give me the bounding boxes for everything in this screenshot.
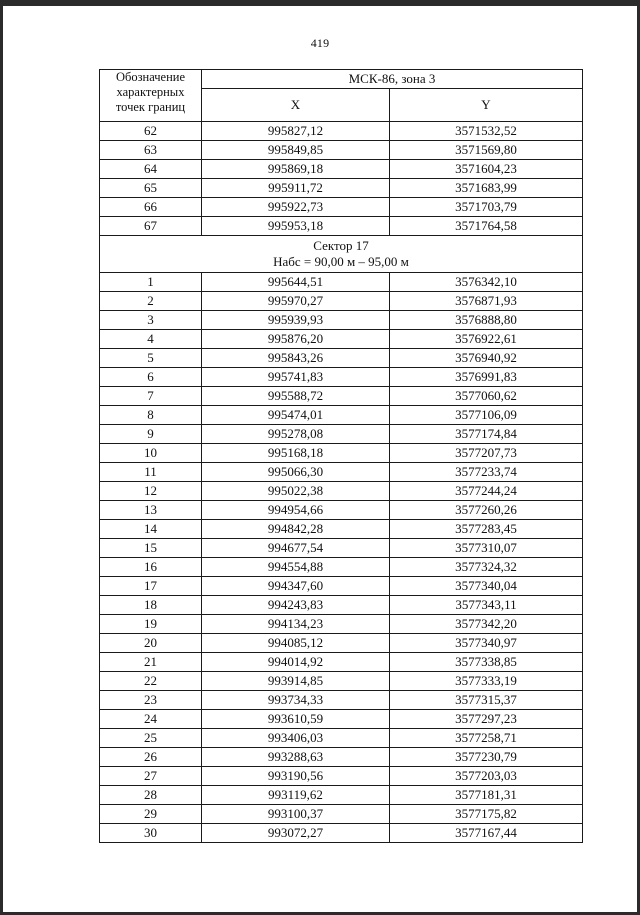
- point-number-cell: 21: [100, 653, 202, 672]
- x-coordinate-cell: 993072,27: [202, 824, 390, 843]
- y-coordinate-cell: 3577244,24: [390, 482, 583, 501]
- table-row: [100, 729, 583, 748]
- y-coordinate-cell: 3577233,74: [390, 463, 583, 482]
- x-coordinate-cell: 994243,83: [202, 596, 390, 615]
- page-number: 419: [310, 36, 330, 50]
- table-row: [100, 311, 583, 330]
- table-row: [100, 406, 583, 425]
- point-number-cell: 66: [100, 198, 202, 217]
- x-coordinate-cell: 993119,62: [202, 786, 390, 805]
- x-coordinate-cell: 994554,88: [202, 558, 390, 577]
- table-row: [100, 520, 583, 539]
- y-coordinate-cell: 3577106,09: [390, 406, 583, 425]
- table-row: [100, 596, 583, 615]
- table-row: [100, 122, 583, 141]
- y-coordinate-cell: 3571703,79: [390, 198, 583, 217]
- table-row: [100, 292, 583, 311]
- point-number-cell: 3: [100, 311, 202, 330]
- x-coordinate-cell: 994954,66: [202, 501, 390, 520]
- scan-border-left: [0, 0, 3, 915]
- point-number-cell: 6: [100, 368, 202, 387]
- y-coordinate-cell: 3577333,19: [390, 672, 583, 691]
- x-coordinate-cell: 995922,73: [202, 198, 390, 217]
- coordinate-system-header: МСК-86, зона 3: [202, 70, 583, 89]
- table-row: [100, 482, 583, 501]
- x-coordinate-cell: 995869,18: [202, 160, 390, 179]
- point-label-line: Обозначение: [115, 70, 186, 84]
- y-coordinate-cell: 3577315,37: [390, 691, 583, 710]
- point-number-cell: 25: [100, 729, 202, 748]
- table-row: [100, 558, 583, 577]
- x-coordinate-cell: 995953,18: [202, 217, 390, 236]
- point-number-cell: 12: [100, 482, 202, 501]
- x-coordinate-cell: 994677,54: [202, 539, 390, 558]
- sector-title: Сектор 17: [313, 238, 369, 253]
- point-number-cell: 24: [100, 710, 202, 729]
- y-coordinate-cell: 3577207,73: [390, 444, 583, 463]
- x-coordinate-cell: 994347,60: [202, 577, 390, 596]
- point-number-cell: 27: [100, 767, 202, 786]
- table-row: [100, 748, 583, 767]
- table-row: [100, 463, 583, 482]
- point-number-cell: 20: [100, 634, 202, 653]
- point-number-cell: 9: [100, 425, 202, 444]
- point-number-cell: 26: [100, 748, 202, 767]
- table-row: [100, 160, 583, 179]
- y-coordinate-cell: 3576991,83: [390, 368, 583, 387]
- table-row: [100, 634, 583, 653]
- table-row: [100, 824, 583, 843]
- point-number-cell: 28: [100, 786, 202, 805]
- y-coordinate-cell: 3576922,61: [390, 330, 583, 349]
- point-number-cell: 17: [100, 577, 202, 596]
- point-number-cell: 8: [100, 406, 202, 425]
- y-coordinate-cell: 3577174,84: [390, 425, 583, 444]
- point-number-cell: 4: [100, 330, 202, 349]
- x-coordinate-cell: 995741,83: [202, 368, 390, 387]
- table-row: [100, 349, 583, 368]
- point-number-cell: 11: [100, 463, 202, 482]
- x-coordinate-cell: 993610,59: [202, 710, 390, 729]
- x-coordinate-cell: 993734,33: [202, 691, 390, 710]
- x-coordinate-cell: 994085,12: [202, 634, 390, 653]
- y-coordinate-cell: 3577340,97: [390, 634, 583, 653]
- coordinates-table: [99, 69, 583, 843]
- table-row: [100, 805, 583, 824]
- sector-row: [100, 236, 583, 273]
- point-label-line: точек границ: [115, 100, 186, 114]
- point-number-cell: 13: [100, 501, 202, 520]
- point-number-cell: 10: [100, 444, 202, 463]
- table-row: [100, 179, 583, 198]
- table-row: [100, 710, 583, 729]
- table-row: [100, 615, 583, 634]
- point-number-cell: 23: [100, 691, 202, 710]
- y-coordinate-cell: 3571569,80: [390, 141, 583, 160]
- table-row: [100, 539, 583, 558]
- x-coordinate-cell: 993190,56: [202, 767, 390, 786]
- x-coordinate-cell: 995939,93: [202, 311, 390, 330]
- scan-border-top: [0, 0, 640, 6]
- sector-height-range: Набс = 90,00 м – 95,00 м: [273, 254, 409, 269]
- y-coordinate-cell: 3577343,11: [390, 596, 583, 615]
- point-number-cell: 62: [100, 122, 202, 141]
- y-coordinate-cell: 3577324,32: [390, 558, 583, 577]
- y-coordinate-cell: 3576871,93: [390, 292, 583, 311]
- y-coordinate-cell: 3577338,85: [390, 653, 583, 672]
- y-coordinate-cell: 3577181,31: [390, 786, 583, 805]
- table-row: [100, 198, 583, 217]
- x-coordinate-cell: 995827,12: [202, 122, 390, 141]
- y-coordinate-cell: 3577310,07: [390, 539, 583, 558]
- point-label-line: характерных: [116, 85, 185, 99]
- y-coordinate-cell: 3577297,23: [390, 710, 583, 729]
- table-row: [100, 368, 583, 387]
- x-column-header: X: [202, 89, 390, 122]
- table-row: [100, 653, 583, 672]
- point-number-cell: 64: [100, 160, 202, 179]
- x-coordinate-cell: 995876,20: [202, 330, 390, 349]
- table-row: [100, 691, 583, 710]
- x-coordinate-cell: 994014,92: [202, 653, 390, 672]
- point-number-cell: 16: [100, 558, 202, 577]
- x-coordinate-cell: 995474,01: [202, 406, 390, 425]
- table-row: [100, 577, 583, 596]
- table-row: [100, 273, 583, 292]
- y-coordinate-cell: 3577060,62: [390, 387, 583, 406]
- point-number-cell: 1: [100, 273, 202, 292]
- table-row: [100, 387, 583, 406]
- table-row: [100, 444, 583, 463]
- y-coordinate-cell: 3577167,44: [390, 824, 583, 843]
- x-coordinate-cell: 993288,63: [202, 748, 390, 767]
- x-coordinate-cell: 995588,72: [202, 387, 390, 406]
- point-label-header: [100, 70, 202, 122]
- point-number-cell: 29: [100, 805, 202, 824]
- y-coordinate-cell: 3576342,10: [390, 273, 583, 292]
- y-coordinate-cell: 3571604,23: [390, 160, 583, 179]
- point-number-cell: 67: [100, 217, 202, 236]
- y-coordinate-cell: 3577260,26: [390, 501, 583, 520]
- x-coordinate-cell: 995278,08: [202, 425, 390, 444]
- x-coordinate-cell: 993914,85: [202, 672, 390, 691]
- y-coordinate-cell: 3577175,82: [390, 805, 583, 824]
- table-header-row: [100, 70, 583, 89]
- y-coordinate-cell: 3576940,92: [390, 349, 583, 368]
- point-number-cell: 2: [100, 292, 202, 311]
- y-coordinate-cell: 3571764,58: [390, 217, 583, 236]
- x-coordinate-cell: 994842,28: [202, 520, 390, 539]
- x-coordinate-cell: 995843,26: [202, 349, 390, 368]
- x-coordinate-cell: 995168,18: [202, 444, 390, 463]
- point-number-cell: 5: [100, 349, 202, 368]
- x-coordinate-cell: 995911,72: [202, 179, 390, 198]
- table-row: [100, 786, 583, 805]
- table-row: [100, 330, 583, 349]
- table-row: [100, 425, 583, 444]
- point-number-cell: 19: [100, 615, 202, 634]
- x-coordinate-cell: 995066,30: [202, 463, 390, 482]
- point-number-cell: 65: [100, 179, 202, 198]
- y-coordinate-cell: 3577342,20: [390, 615, 583, 634]
- sector-header-cell: [100, 236, 583, 273]
- point-number-cell: 22: [100, 672, 202, 691]
- y-coordinate-cell: 3571683,99: [390, 179, 583, 198]
- table-row: [100, 217, 583, 236]
- point-number-cell: 15: [100, 539, 202, 558]
- y-coordinate-cell: 3577283,45: [390, 520, 583, 539]
- x-coordinate-cell: 994134,23: [202, 615, 390, 634]
- y-column-header: Y: [390, 89, 583, 122]
- point-number-cell: 7: [100, 387, 202, 406]
- x-coordinate-cell: 995849,85: [202, 141, 390, 160]
- x-coordinate-cell: 993100,37: [202, 805, 390, 824]
- x-coordinate-cell: 995022,38: [202, 482, 390, 501]
- table-row: [100, 767, 583, 786]
- x-coordinate-cell: 995970,27: [202, 292, 390, 311]
- table-row: [100, 141, 583, 160]
- y-coordinate-cell: 3577230,79: [390, 748, 583, 767]
- table-row: [100, 501, 583, 520]
- table-row: [100, 672, 583, 691]
- point-number-cell: 63: [100, 141, 202, 160]
- y-coordinate-cell: 3577340,04: [390, 577, 583, 596]
- point-number-cell: 18: [100, 596, 202, 615]
- point-number-cell: 14: [100, 520, 202, 539]
- x-coordinate-cell: 993406,03: [202, 729, 390, 748]
- y-coordinate-cell: 3571532,52: [390, 122, 583, 141]
- y-coordinate-cell: 3577258,71: [390, 729, 583, 748]
- y-coordinate-cell: 3577203,03: [390, 767, 583, 786]
- y-coordinate-cell: 3576888,80: [390, 311, 583, 330]
- point-number-cell: 30: [100, 824, 202, 843]
- x-coordinate-cell: 995644,51: [202, 273, 390, 292]
